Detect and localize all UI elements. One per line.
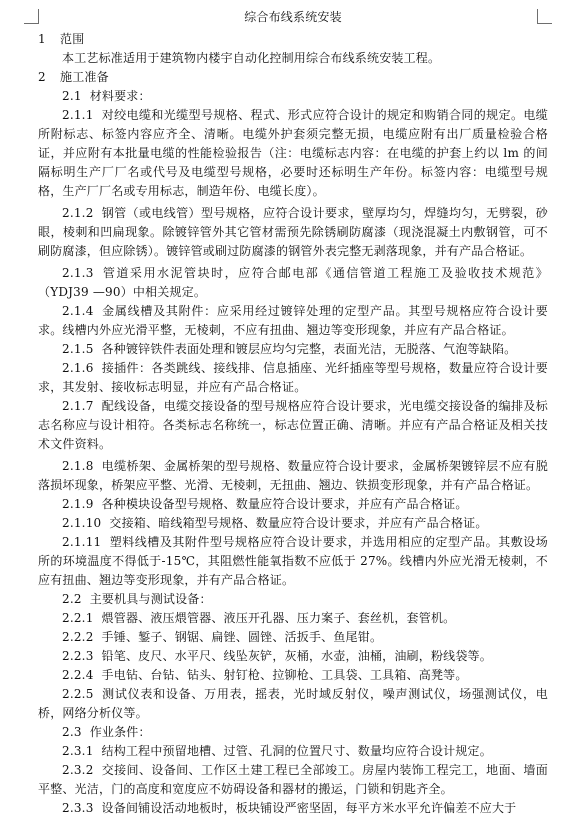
clause-number: 2.1.7 — [62, 399, 94, 413]
clause-text: 钢管（或电线管）型号规格，应符合设计要求，壁厚均匀，焊缝均匀，无劈裂，砂眼，棱刺和凹扁现象。除镀锌管外其它管材需预先除锈刷防腐漆（现浇混凝土内敷钢管，可不刷防腐漆，但应除锈）。镀锌管或刷过防腐漆的钢管外表完整无剥落现象，并有产品合格证。 — [38, 206, 548, 258]
clause-text: 各种模块设备型号规格、数量应符合设计要求，并应有产品合格证。 — [101, 497, 468, 511]
subsection-number: 2.1 — [62, 89, 82, 103]
clause-number: 2.1.1 — [62, 108, 94, 122]
clause-2-2-5 — [38, 685, 548, 723]
clause-number: 2.3.3 — [62, 801, 94, 815]
clause-2-3-2 — [38, 761, 548, 799]
document-body — [38, 8, 548, 818]
clause-text: 交接箱、暗线箱型号规格、数量应符合设计要求，并应有产品合格证。 — [109, 516, 488, 530]
clause-2-3-1 — [38, 742, 548, 761]
subsection-title: 主要机具与测试设备： — [89, 592, 212, 606]
clause-2-3-3 — [38, 799, 548, 818]
clause-2-2-4 — [38, 666, 548, 685]
clause-2-1-2 — [38, 204, 548, 261]
clause-2-2-2 — [38, 628, 548, 647]
clause-number: 2.2.1 — [62, 611, 94, 625]
clause-number: 2.1.11 — [62, 535, 102, 549]
section-title: 施工准备 — [60, 70, 109, 84]
clause-2-1-4 — [38, 302, 548, 340]
section-number: 1 — [38, 32, 46, 46]
section-number: 2 — [38, 70, 46, 84]
clause-number: 2.3.2 — [62, 763, 94, 777]
clause-text: 对绞电缆和光缆型号规格、程式、形式应符合设计的规定和购销合同的规定。电缆所附标志、标签内容应齐全、清晰。电缆外护套须完整无损，电缆应附有出厂质量检验合格证，并应附有本批量电缆的性能检验报告（注：电缆标志内容：在电缆的护套上约以 lm 的间隔标明生产厂厂名或代号及电缆型号规格，必要时还标明生产年份。标签内容：电缆型号规格，生产厂厂名或专用标志，制造年份、电缆长度）。 — [38, 108, 548, 198]
clause-number: 2.2.5 — [62, 687, 94, 701]
clause-2-1-8 — [38, 457, 548, 495]
clause-text: 塑料线槽及其附件型号规格应符合设计要求，并选用相应的定型产品。其敷设场所的环境温度不得低于-15℃，其阻燃性能氧指数不应低于 27%。线槽内外应光滑无棱刺，不应有扭曲、翘边等变形现象，并有产品合格证。 — [38, 535, 548, 587]
clause-number: 2.1.8 — [62, 459, 94, 473]
clause-number: 2.1.3 — [62, 266, 94, 280]
clause-text: 煨管器、液压煨管器、液压开孔器、压力案子、套丝机，套管机。 — [101, 611, 456, 625]
subsection-heading-2-2 — [38, 590, 548, 609]
clause-text: 交接间、设备间、工作区土建工程已全部竣工。房屋内装饰工程完工，地面、墙面平整、光洁，门的高度和宽度应不妨碍设备和器材的搬运，门锁和钥匙齐全。 — [38, 763, 548, 796]
clause-2-1-11 — [38, 533, 548, 590]
clause-text: 结构工程中预留地槽、过管、孔洞的位置尺寸、数量均应符合设计规定。 — [101, 744, 492, 758]
clause-2-1-3 — [38, 264, 548, 302]
clause-text: 接插件：各类跳线、接线排、信息插座、光纤插座等型号规格，数量应符合设计要求，其发射、接收标志明显，并应有产品合格证。 — [38, 361, 548, 394]
clause-2-1-1 — [38, 106, 548, 201]
clause-number: 2.1.9 — [62, 497, 94, 511]
section-heading-2 — [38, 68, 548, 87]
clause-text: 各种镀锌铁件表面处理和镀层应均匀完整，表面光洁，无脱落、气泡等缺陷。 — [101, 342, 517, 356]
subsection-title: 作业条件： — [89, 725, 151, 739]
clause-number: 2.3.1 — [62, 744, 94, 758]
clause-2-1-9 — [38, 495, 548, 514]
subsection-heading-2-1 — [38, 87, 548, 106]
clause-number: 2.1.10 — [62, 516, 102, 530]
clause-2-1-5 — [38, 340, 548, 359]
clause-number: 2.1.6 — [62, 361, 94, 375]
clause-number: 2.1.4 — [62, 304, 94, 318]
clause-number: 2.1.5 — [62, 342, 94, 356]
clause-number: 2.1.2 — [62, 206, 94, 220]
clause-2-2-1 — [38, 609, 548, 628]
section-paragraph: 本工艺标准适用于建筑物内楼宇自动化控制用综合布线系统安装工程。 — [62, 51, 441, 65]
subsection-title: 材料要求： — [89, 89, 151, 103]
clause-2-2-3 — [38, 647, 548, 666]
crop-mark-top-left — [24, 9, 39, 24]
clause-text: 金属线槽及其附件：应采用经过镀锌处理的定型产品。其型号规格应符合设计要求。线槽内外应光滑平整，无棱刺，不应有扭曲、翘边等变形现象，并应有产品合格证。 — [38, 304, 548, 337]
section-heading-1 — [38, 30, 548, 49]
clause-text: 手锤、錾子、钢锯、扁锉、圆锉、活扳手、鱼尾钳。 — [101, 630, 383, 644]
subsection-heading-2-3 — [38, 723, 548, 742]
clause-text: 手电钻、台钻、钻头、射钉枪、拉铆枪、工具袋、工具箱、高凳等。 — [101, 668, 468, 682]
clause-text: 配线设备，电缆交接设备的型号规格应符合设计要求，光电缆交接设备的编排及标志名称应与设计相符。各类标志名称统一，标志位置正确、清晰。并应有产品合格证及相关技术文件资料。 — [38, 399, 548, 451]
clause-2-1-10 — [38, 514, 548, 533]
section-title: 范围 — [60, 32, 85, 46]
document-title: 综合布线系统安装 — [244, 10, 342, 24]
clause-number: 2.2.3 — [62, 649, 94, 663]
clause-2-1-6 — [38, 359, 548, 397]
clause-text: 电缆桥架、金属桥架的型号规格、数量应符合设计要求，金属桥架镀锌层不应有脱落损坏现象，桥架应平整、光滑、无棱刺，无扭曲、翘边、铁损变形现象，并有产品合格证。 — [38, 459, 548, 492]
subsection-number: 2.3 — [62, 725, 82, 739]
clause-number: 2.2.4 — [62, 668, 94, 682]
clause-2-1-7 — [38, 397, 548, 454]
clause-text: 铅笔、皮尺、水平尺、线坠灰铲，灰桶，水壶，油桶，油刷，粉线袋等。 — [101, 649, 492, 663]
subsection-number: 2.2 — [62, 592, 82, 606]
clause-text: 设备间铺设活动地板时，板块铺设严密坚固，每平方米水平允许偏差不应大于 — [101, 801, 517, 815]
clause-number: 2.2.2 — [62, 630, 94, 644]
clause-text: 测试仪表和设备、万用表，摇表，光时域反射仪，噪声测试仪，场强测试仪，电桥，网络分析仪等。 — [38, 687, 548, 720]
clause-text: 管道采用水泥管块时，应符合邮电部《通信管道工程施工及验收技术规范》（YDJ39 —90）中相关规定。 — [38, 266, 548, 299]
